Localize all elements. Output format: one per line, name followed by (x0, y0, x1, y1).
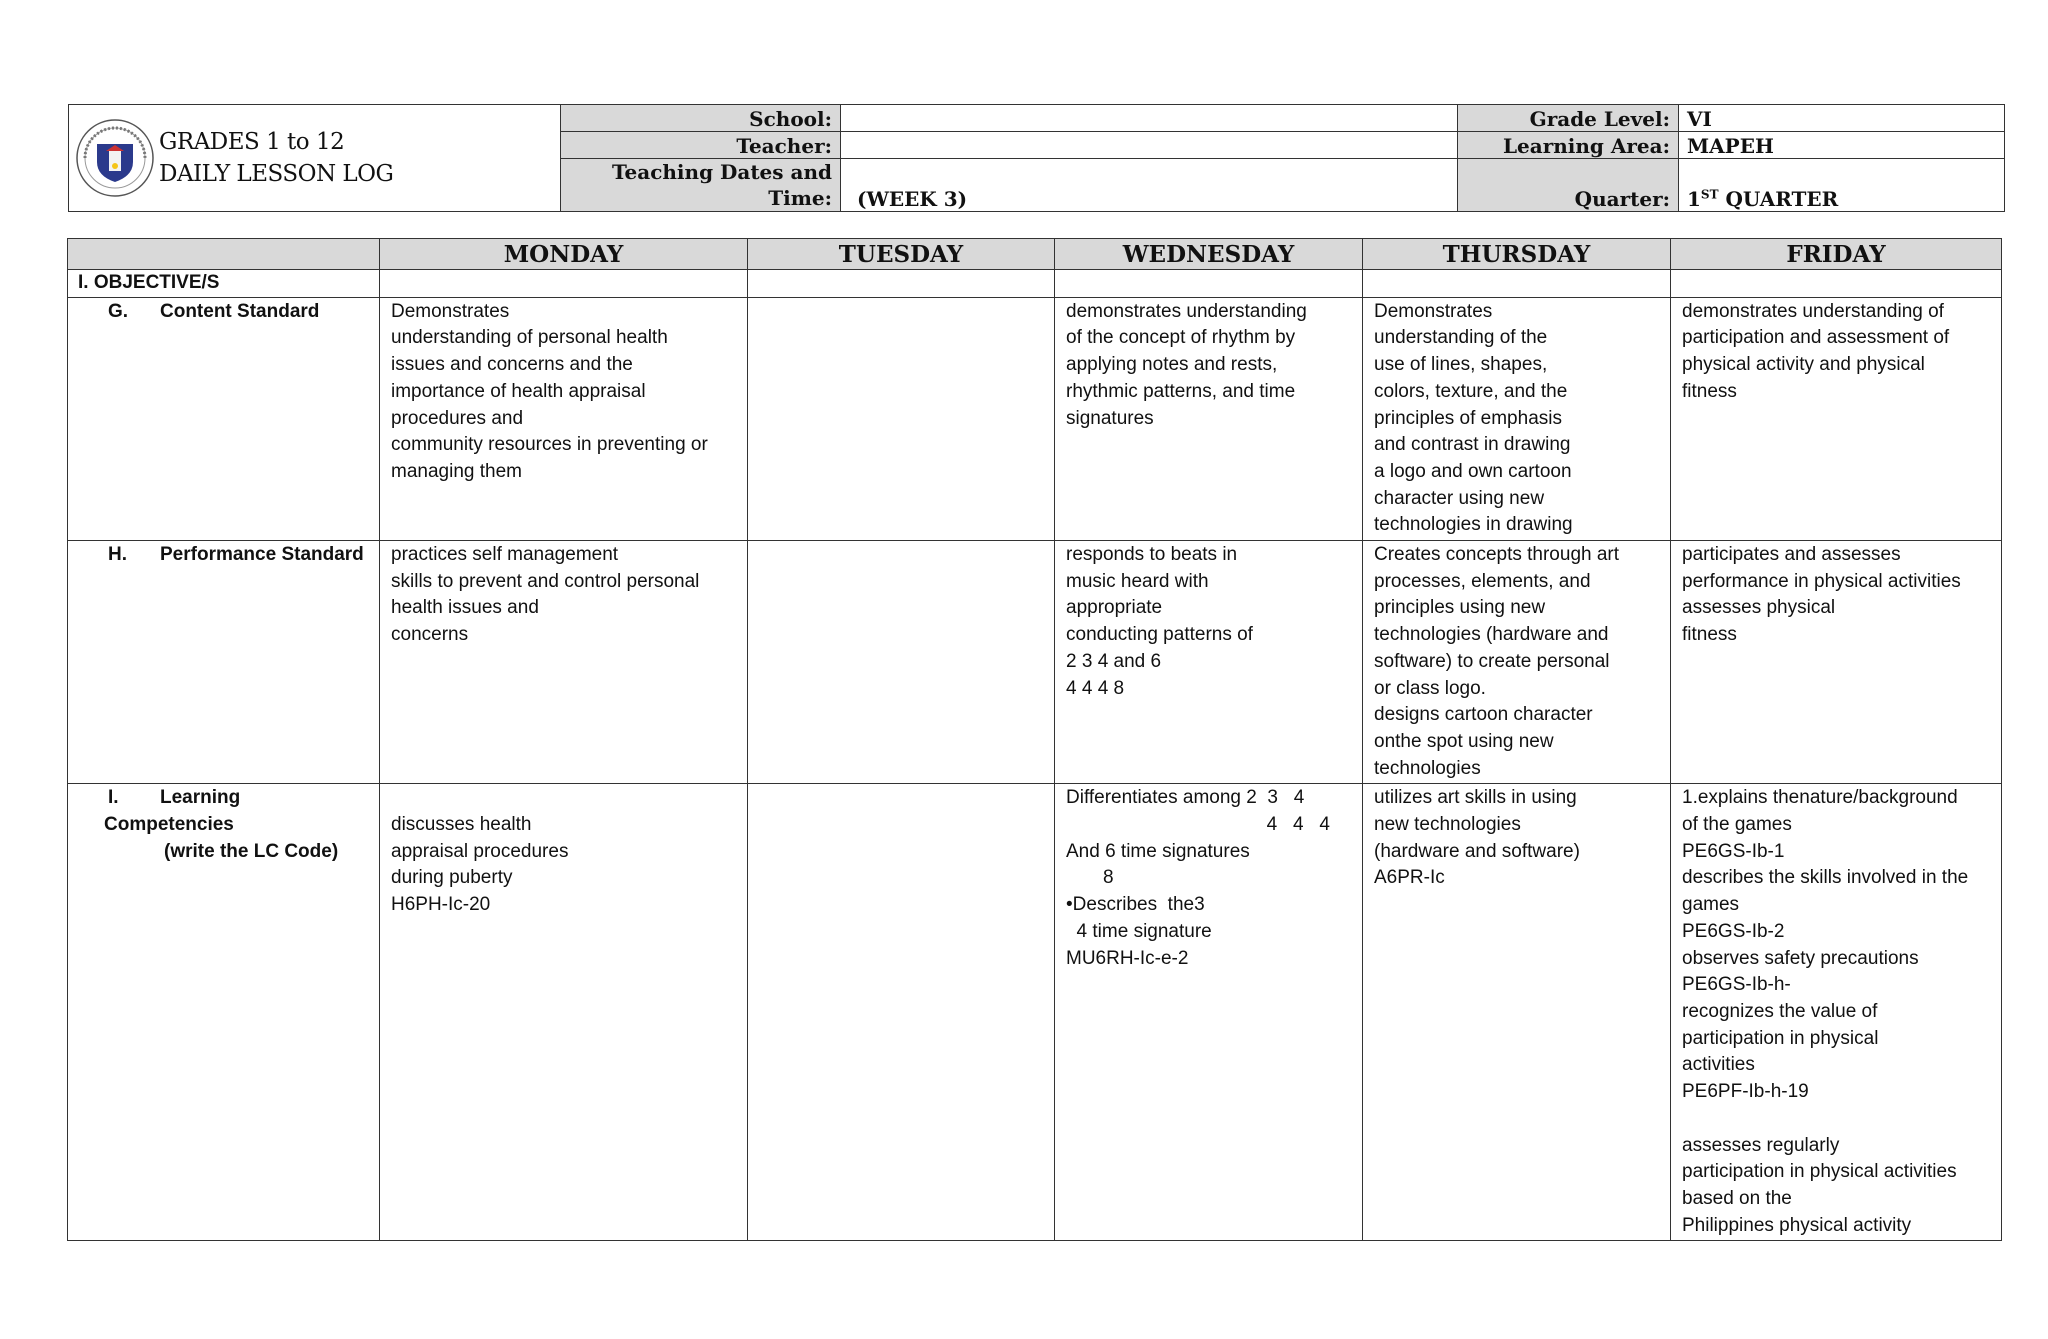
content-standard-letter: G. (108, 300, 129, 322)
grade-level-label: Grade Level: (1458, 105, 1679, 132)
quarter-number: 1 (1687, 187, 1701, 211)
day-header-tuesday: TUESDAY (748, 239, 1055, 270)
performance-standard-monday[interactable]: practices self management skills to prevent and control personal health issues and concerns (380, 541, 748, 784)
objectives-tuesday-cell[interactable] (748, 270, 1055, 298)
learning-competencies-friday[interactable]: 1.explains thenature/background of the games PE6GS-Ib-1 describes the skills involved in the games PE6GS-Ib-2 observes safety precautions PE6GS-Ib-h- recognizes the value of participation in physical activities PE6PF-Ib-h-19 assesses regularly participation in physical activities based on the Philippines physical activity (1671, 784, 2002, 1241)
school-label: School: (561, 105, 841, 132)
objectives-monday-cell[interactable] (380, 270, 748, 298)
objectives-wednesday-cell[interactable] (1055, 270, 1363, 298)
header-logo-cell (69, 105, 561, 212)
day-header-row (68, 239, 2002, 270)
objectives-label: I. OBJECTIVE/S (68, 270, 380, 298)
teaching-dates-label-line1: Teaching Dates and (611, 160, 832, 184)
corner-header-cell (68, 239, 380, 270)
performance-standard-row (68, 541, 2002, 784)
header-title-line1: GRADES 1 to 12 (159, 129, 345, 155)
objectives-row (68, 270, 2002, 298)
quarter-label: Quarter: (1458, 159, 1679, 212)
content-standard-wednesday[interactable]: demonstrates understanding of the concept of rhythm by applying notes and rests, rhythmic patterns, and time signatures (1055, 297, 1363, 540)
header-table (68, 104, 2005, 212)
content-standard-row (68, 297, 2002, 540)
content-standard-thursday[interactable]: Demonstrates understanding of the use of lines, shapes, colors, texture, and the principles of emphasis and contrast in drawing a logo and own cartoon character using new technologies in drawing (1363, 297, 1671, 540)
day-header-wednesday: WEDNESDAY (1055, 239, 1363, 270)
header-title-line2: DAILY LESSON LOG (159, 161, 394, 187)
content-standard-monday[interactable]: Demonstrates understanding of personal health issues and concerns and the importance of health appraisal procedures and community resources in preventing or managing them (380, 297, 748, 540)
content-standard-title: Content Standard (160, 300, 320, 322)
learning-area-field[interactable]: MAPEH (1679, 132, 2005, 159)
objectives-friday-cell[interactable] (1671, 270, 2002, 298)
performance-standard-title: Performance Standard (160, 544, 364, 566)
performance-standard-thursday[interactable]: Creates concepts through art processes, elements, and principles using new technologies (hardware and software) to create personal or class logo. designs cartoon character onthe spot using new technologies (1363, 541, 1671, 784)
objectives-thursday-cell[interactable] (1363, 270, 1671, 298)
quarter-field[interactable] (1679, 159, 2005, 212)
learning-competencies-tuesday[interactable] (748, 784, 1055, 1241)
learning-competencies-title-line1: Learning (160, 787, 241, 809)
teacher-label: Teacher: (561, 132, 841, 159)
learning-competencies-title-line2: Competencies (104, 814, 234, 836)
learning-competencies-letter: I. (108, 787, 119, 809)
lesson-log-table (67, 238, 2002, 1241)
quarter-word: QUARTER (1718, 187, 1839, 211)
learning-competencies-monday[interactable]: discusses health appraisal procedures during puberty H6PH-Ic-20 (380, 784, 748, 1241)
day-header-thursday: THURSDAY (1363, 239, 1671, 270)
quarter-ordinal: ST (1700, 187, 1719, 202)
learning-competencies-row (68, 784, 2002, 1241)
content-standard-label (68, 297, 380, 540)
day-header-friday: FRIDAY (1671, 239, 2002, 270)
learning-area-label: Learning Area: (1458, 132, 1679, 159)
performance-standard-friday[interactable]: participates and assesses performance in physical activities assesses physical fitness (1671, 541, 2002, 784)
grade-level-field[interactable]: VI (1679, 105, 2005, 132)
teaching-dates-label (561, 159, 841, 212)
performance-standard-label (68, 541, 380, 784)
teaching-dates-label-line2: Time: (768, 186, 832, 210)
content-standard-friday[interactable]: demonstrates understanding of participation and assessment of physical activity and physical fitness (1671, 297, 2002, 540)
teacher-field[interactable] (841, 132, 1458, 159)
performance-standard-wednesday[interactable]: responds to beats in music heard with appropriate conducting patterns of 2 3 4 and 6 4 4 4 8 (1055, 541, 1363, 784)
performance-standard-letter: H. (108, 544, 127, 566)
learning-competencies-label (68, 784, 380, 1241)
performance-standard-tuesday[interactable] (748, 541, 1055, 784)
deped-seal-logo (75, 118, 155, 198)
learning-competencies-wednesday[interactable]: Differentiates among 2 3 4 4 4 4 And 6 time signatures 8 •Describes the3 4 time signature MU6RH-Ic-e-2 (1055, 784, 1363, 1241)
teaching-dates-field[interactable]: (WEEK 3) (841, 159, 1458, 212)
learning-competencies-thursday[interactable]: utilizes art skills in using new technologies (hardware and software) A6PR-Ic (1363, 784, 1671, 1241)
content-standard-tuesday[interactable] (748, 297, 1055, 540)
learning-competencies-title-line3: (write the LC Code) (164, 840, 339, 862)
day-header-monday: MONDAY (380, 239, 748, 270)
school-field[interactable] (841, 105, 1458, 132)
